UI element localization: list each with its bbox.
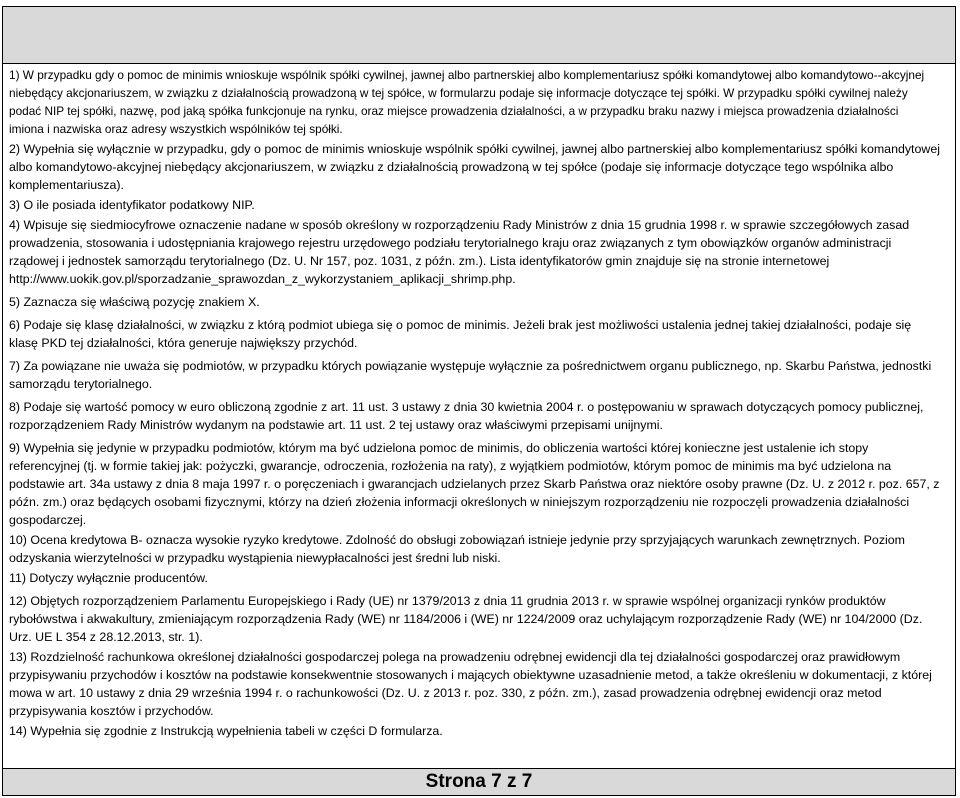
footnote-3: 3) O ile posiada identyfikator podatkowy NIP. [9, 198, 255, 212]
footnote-8: 8) Podaje się wartość pomocy w euro obliczoną zgodnie z art. 11 ust. 3 ustawy z dnia 30 kwietnia 2004 r. o postępowaniu w sprawach dotyczących pomocy publicznej, rozporządzeniem Rady Ministrów wydanym na podstawie art. 11 ust. 2 tej ustawy oraz właściwymi przepisami unijnymi. [9, 400, 924, 432]
footnote-6: 6) Podaje się klasę działalności, w związku z którą podmiot ubiega się o pomoc de minimis. Jeżeli brak jest możliwości ustalenia jednej takiej działalności, podaje się klasę PKD tej działalności, która generuje największy przychód. [9, 318, 912, 350]
footnote-5: 5) Zaznacza się właściwą pozycję znakiem X. [9, 295, 260, 309]
footnote-4: 4) Wpisuje się siedmiocyfrowe oznaczenie nadane w sposób określony w rozporządzeniu Rady Ministrów z dnia 15 grudnia 1998 r. w sprawie szczegółowych zasad prowadzenia, stosowania i udostępniania krajowego rejestru urzędowego podziału terytorialnego kraju oraz związanych z tym obowiązków organów administracji rządowej i jednostek samorządu terytorialnego (Dz. U. Nr 157, poz. 1031, z późn. zm.). Lista identyfikatorów gmin znajduje się na stronie internetowej http://www.uokik.gov.pl/sporzadzanie_sprawozdan_z_wykorzystaniem_aplikacji_shrimp.php. [9, 218, 910, 286]
header-band [3, 7, 955, 64]
footnote-13: 13) Rozdzielność rachunkowa określonej działalności gospodarczej polega na prowadzeniu odrębnej ewidencji dla tej działalności gospodarczej oraz prawidłowym przypisywaniu przychodów i kosztów na podstawie konsekwentnie stosowanych i mających obiektywne uzasadnienie metod, a także określeniu w dokumentacji, z której mowa w art. 10 ustawy z dnia 29 września 1994 r. o rachunkowości (Dz. U. z 2013 r. poz. 330, z późn. zm.), zasad prowadzenia odrębnej ewidencji oraz metod przypisywania kosztów i przychodów. [9, 650, 932, 718]
footnote-7: 7) Za powiązane nie uważa się podmiotów, w przypadku których powiązanie występuje wyłącznie za pośrednictwem organu publicznego, np. Skarbu Państwa, jednostki samorządu terytorialnego. [9, 359, 932, 391]
footnote-2: 2) Wypełnia się wyłącznie w przypadku, gdy o pomoc de minimis wnioskuje wspólnik spółki cywilnej, jawnej albo partnerskiej albo komplementariusz spółki komandytowej albo komandytowo-akcyjnej niebędący akcjonariuszem, w związku z działalnością prowadzoną w tej spółce (podaje się informacje dotyczące tego wspólnika albo komplementariusza). [9, 142, 940, 192]
footnote-9: 9) Wypełnia się jedynie w przypadku podmiotów, którym ma być udzielona pomoc de minimis, do obliczenia wartości której konieczne jest ustalenie ich stopy referencyjnej (tj. w formie takiej jak: pożyczki, gwarancje, odroczenia, rozłożenia na raty), z wyjątkiem podmiotów, którym pomoc de minimis ma być udzielona na podstawie art. 34a ustawy z dnia 8 maja 1997 r. o poręczeniach i gwarancjach udzielanych przez Skarb Państwa oraz niektóre osoby prawne (Dz. U. z 2012 r. poz. 657, z późn. zm.) oraz będących osobami fizycznymi, którzy na dzień złożenia informacji określonych w niniejszym rozporządzeniu nie rozpoczęli prowadzenia działalności gospodarczej. [9, 441, 940, 527]
footnote-14: 14) Wypełnia się zgodnie z Instrukcją wypełnienia tabeli w części D formularza. [9, 724, 443, 738]
footnote-11: 11) Dotyczy wyłącznie producentów. [9, 571, 208, 585]
footnote-10: 10) Ocena kredytowa B- oznacza wysokie ryzyko kredytowe. Zdolność do obsługi zobowiązań istnieje jedynie przy sprzyjających warunkach zewnętrznych. Poziom odzyskania wierzytelności w przypadku wystąpienia niewypłacalności jest średni lub niski. [9, 533, 905, 565]
page-frame [2, 6, 956, 796]
footnotes [9, 66, 941, 740]
footnote-12: 12) Objętych rozporządzeniem Parlamentu Europejskiego i Rady (UE) nr 1379/2013 z dnia 11 grudnia 2013 r. w sprawie wspólnej organizacji rynków produktów rybołówstwa i akwakultury, zmieniającym rozporządzenia Rady (WE) nr 1184/2006 i (WE) nr 1224/2009 oraz uchylającym rozporządzenie Rady (WE) nr 104/2000 (Dz. Urz. UE L 354 z 28.12.2013, str. 1). [9, 594, 923, 644]
footnote-1: 1) W przypadku gdy o pomoc de minimis wnioskuje wspólnik spółki cywilnej, jawnej albo partnerskiej albo komplementariusz spółki komandytowej albo komandytowo--akcyjnej niebędący akcjonariuszem, w związku z działalnością prowadzoną w tej spółce, w formularzu podaje się informacje dotyczące tej spółki. W przypadku spółki cywilnej należy podać NIP tej spółki, nazwę, pod jaką spółka funkcjonuje na rynku, oraz miejsce prowadzenia działalności, a w przypadku braku nazwy i miejsca prowadzenia działalności imiona i nazwiska oraz adresy wszystkich wspólników tej spółki. [9, 68, 925, 136]
page-number: Strona 7 z 7 [425, 771, 533, 792]
footer-band [3, 768, 955, 795]
